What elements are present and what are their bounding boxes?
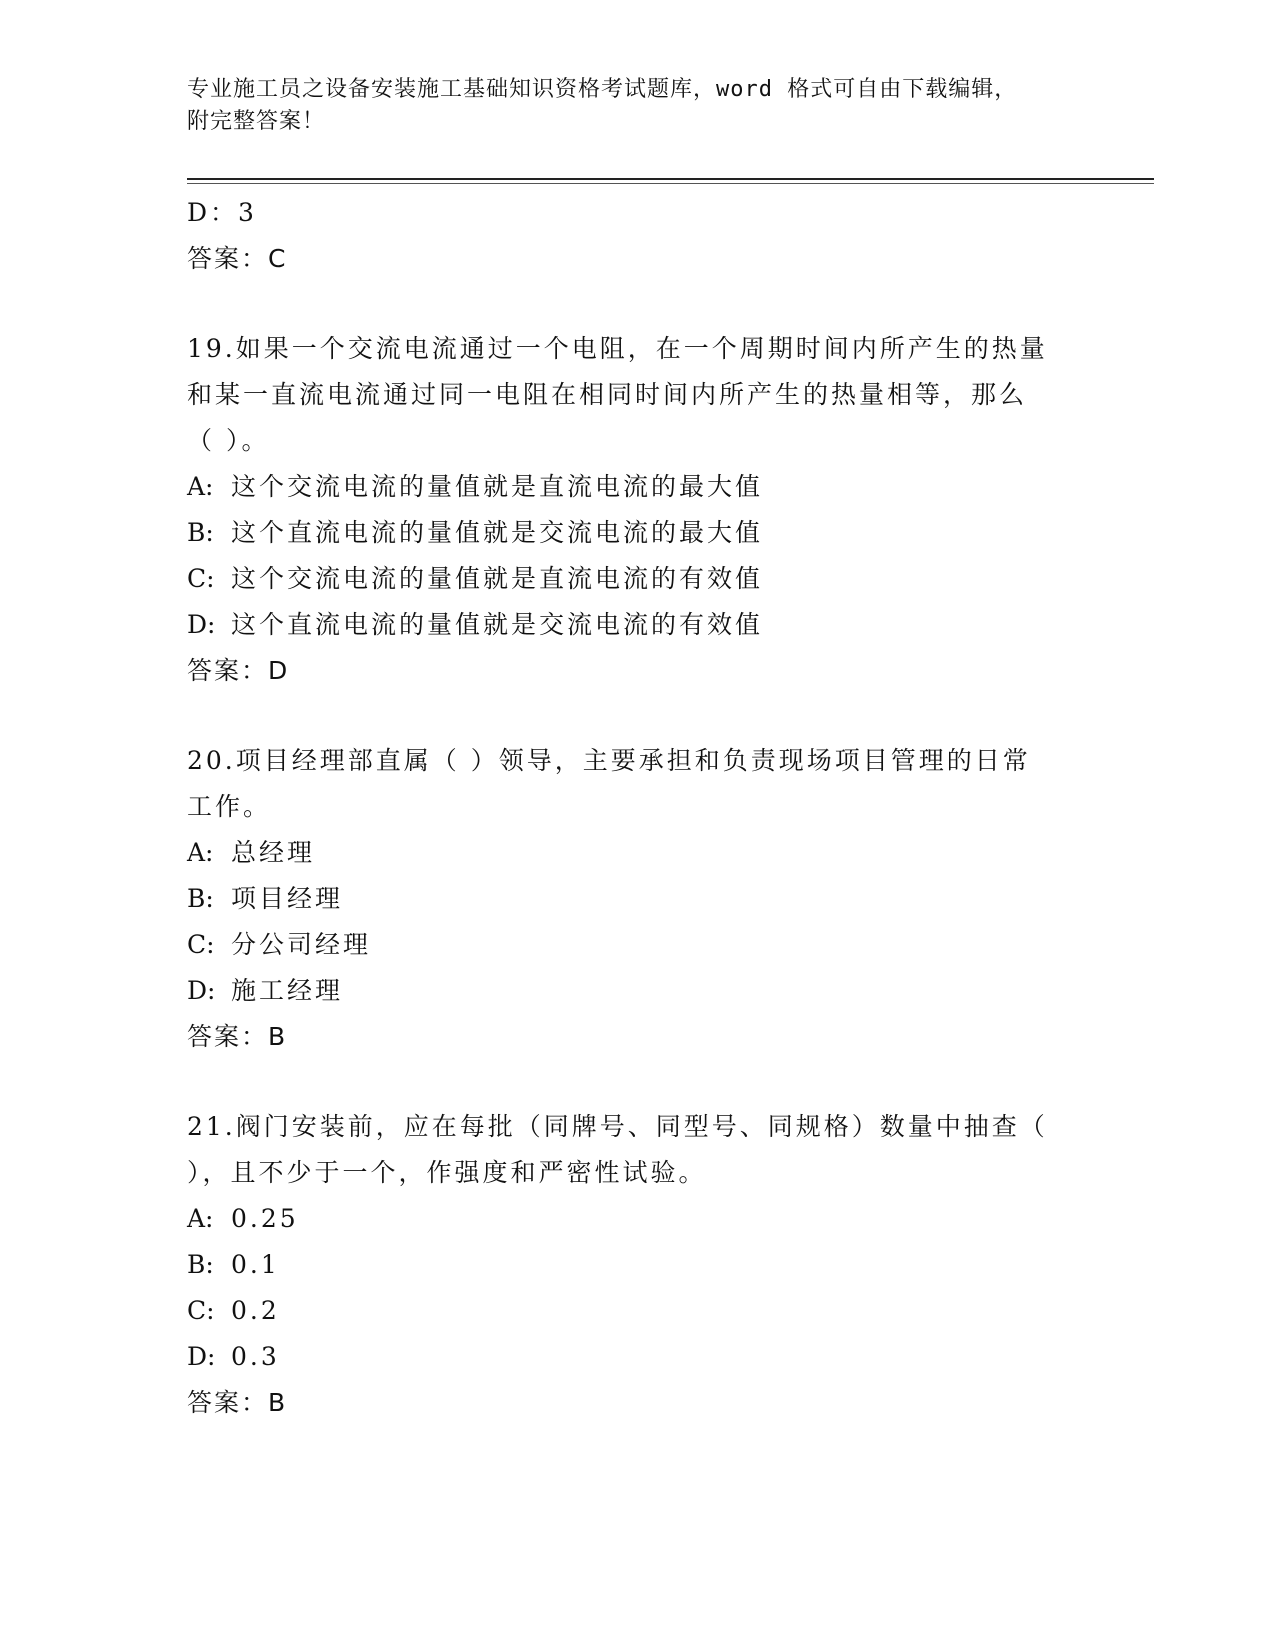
- answer: 答案：B: [187, 1022, 288, 1051]
- prev-option-d: D：3: [187, 198, 257, 227]
- option-text: 这个直流电流的量值就是交流电流的有效值: [231, 610, 764, 639]
- option-letter: C:: [187, 564, 215, 593]
- option-text: 项目经理: [231, 884, 344, 913]
- option-c: [187, 556, 1087, 602]
- option-letter: B:: [187, 884, 214, 913]
- document-header: [187, 74, 1067, 138]
- answer: 答案：B: [187, 1388, 288, 1417]
- option-text: 分公司经理: [231, 930, 372, 959]
- option-a: [187, 830, 1087, 876]
- answer: 答案：D: [187, 656, 290, 685]
- header-divider-thick: [187, 178, 1154, 180]
- question-content: [187, 190, 1087, 1426]
- option-text: 这个直流电流的量值就是交流电流的最大值: [231, 518, 764, 547]
- option-text: 总经理: [231, 838, 316, 867]
- option-d: [187, 968, 1087, 1014]
- option-letter: A:: [187, 838, 214, 867]
- option-text: 0.1: [231, 1250, 280, 1279]
- question-stem-line: 和某一直流电流通过同一电阻在相同时间内所产生的热量相等，那么: [187, 380, 1028, 409]
- option-text: 0.3: [231, 1342, 280, 1371]
- option-b: [187, 876, 1087, 922]
- option-c: [187, 922, 1087, 968]
- option-b: [187, 510, 1087, 556]
- question-stem-line: 21.阀门安装前，应在每批（同牌号、同型号、同规格）数量中抽查（: [187, 1112, 1048, 1141]
- option-letter: B:: [187, 1250, 214, 1279]
- option-letter: A:: [187, 1204, 214, 1233]
- question-19: [187, 326, 1087, 694]
- question-stem-line: ），且不少于一个，作强度和严密性试验。: [187, 1158, 707, 1187]
- question-stem-line: 19.如果一个交流电流通过一个电阻，在一个周期时间内所产生的热量: [187, 334, 1048, 363]
- question-20: [187, 738, 1087, 1060]
- question-stem-line: 20.项目经理部直属（ ）领导，主要承担和负责现场项目管理的日常: [187, 746, 1031, 775]
- option-text: 0.2: [231, 1296, 280, 1325]
- option-b: [187, 1242, 1087, 1288]
- option-a: [187, 1196, 1087, 1242]
- option-text: 0.25: [231, 1204, 299, 1233]
- option-letter: C:: [187, 1296, 215, 1325]
- option-letter: D:: [187, 610, 216, 639]
- option-d: [187, 602, 1087, 648]
- prev-answer: 答案：C: [187, 244, 288, 273]
- option-letter: C:: [187, 930, 215, 959]
- option-c: [187, 1288, 1087, 1334]
- question-stem-line: （ ）。: [187, 426, 270, 455]
- option-text: 施工经理: [231, 976, 344, 1005]
- question-21: [187, 1104, 1087, 1426]
- header-divider-thin: [187, 183, 1154, 184]
- header-line-2: 附完整答案！: [187, 109, 326, 134]
- option-letter: A:: [187, 472, 214, 501]
- option-letter: B:: [187, 518, 214, 547]
- option-letter: D:: [187, 976, 216, 1005]
- question-stem-line: 工作。: [187, 792, 272, 821]
- option-a: [187, 464, 1087, 510]
- option-d: [187, 1334, 1087, 1380]
- option-text: 这个交流电流的量值就是直流电流的有效值: [231, 564, 764, 593]
- option-letter: D:: [187, 1342, 216, 1371]
- option-text: 这个交流电流的量值就是直流电流的最大值: [231, 472, 764, 501]
- header-line-1: 专业施工员之设备安装施工基础知识资格考试题库，word 格式可自由下载编辑，: [187, 77, 1018, 102]
